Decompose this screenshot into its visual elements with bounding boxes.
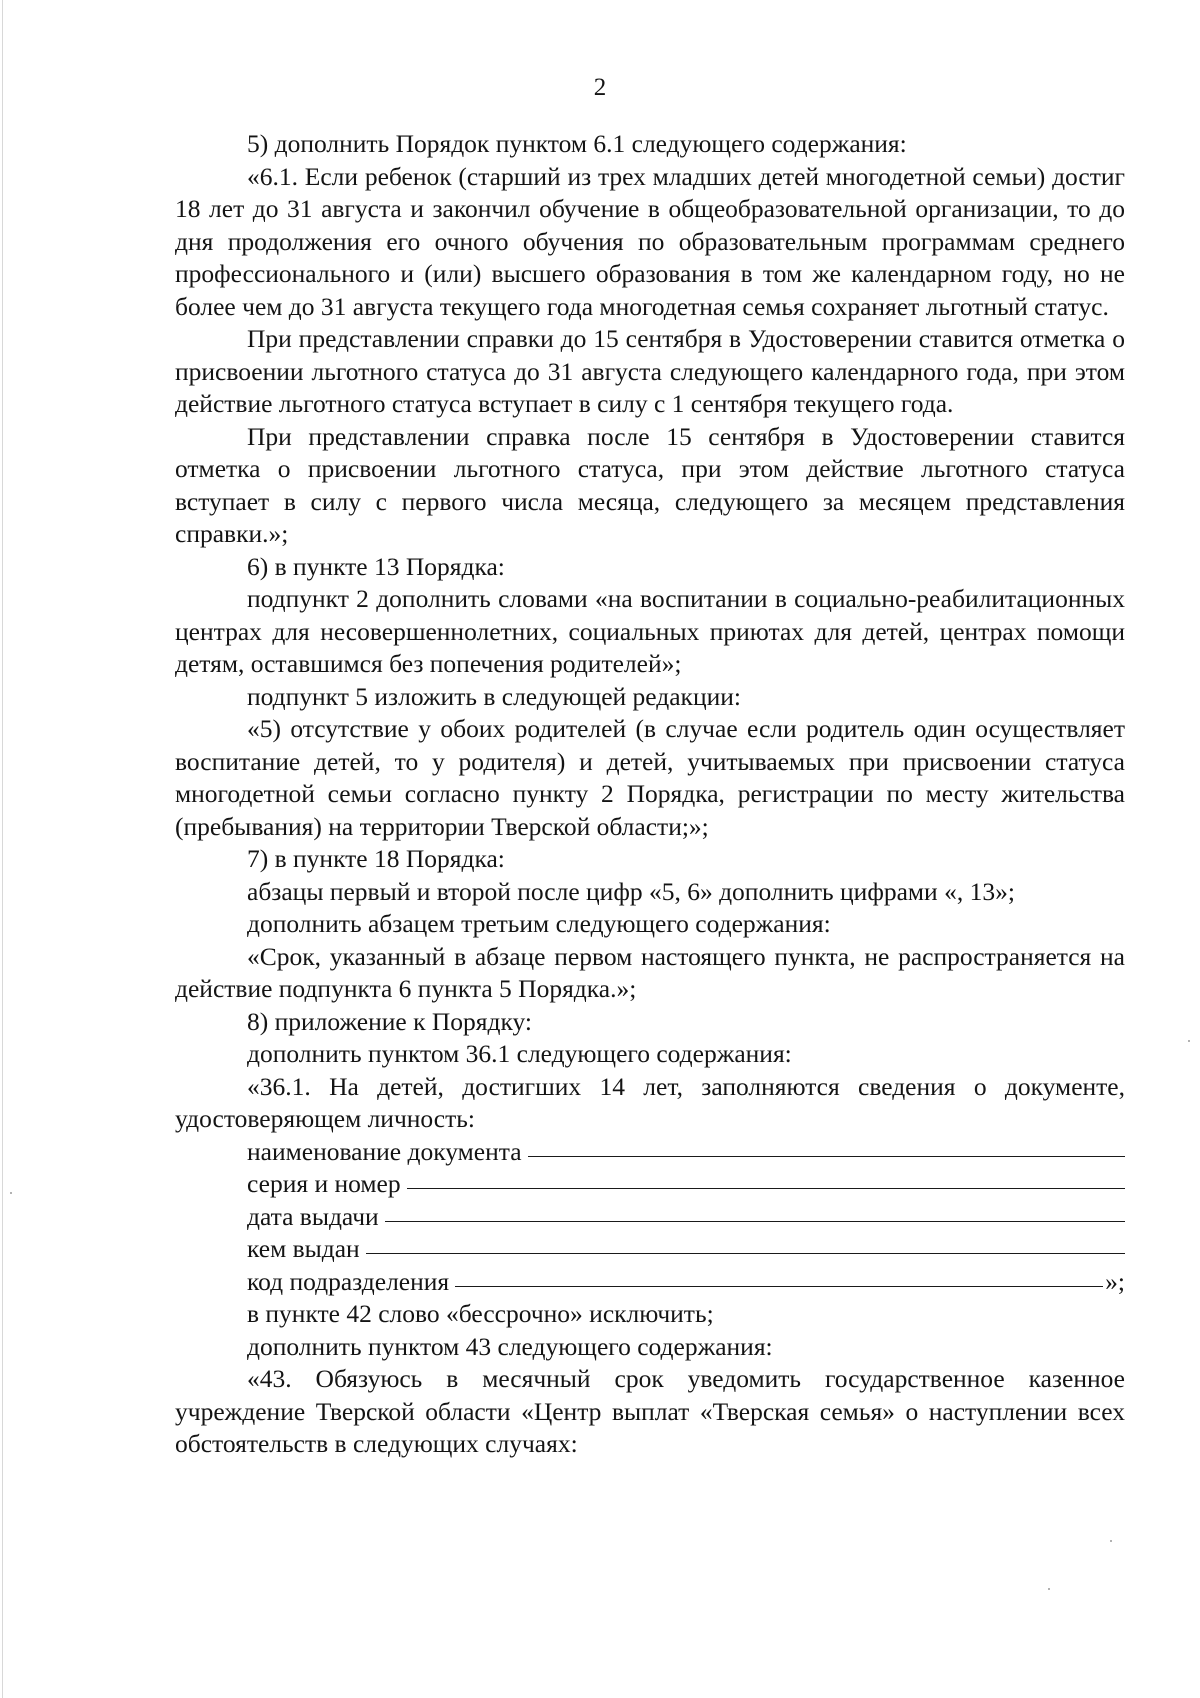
paragraph-paragraphs-1-2: абзацы первый и второй после цифр «5, 6» дополнить цифрами «, 13»;	[247, 876, 1015, 906]
closing-quote: »;	[1105, 1266, 1125, 1296]
blank-line	[455, 1286, 1103, 1287]
paragraph-item-6: 6) в пункте 13 Порядка:	[247, 551, 505, 581]
paragraph-subitem-5-intro: подпункт 5 изложить в следующей редакции:	[247, 681, 741, 711]
paragraph-item-42: в пункте 42 слово «бессрочно» исключить;	[247, 1299, 714, 1328]
paragraph-add-43: дополнить пунктом 43 следующего содержания:	[247, 1331, 773, 1361]
scan-speck	[1110, 1540, 1112, 1542]
paragraph-item-5: 5) дополнить Порядок пунктом 6.1 следующего содержания:	[247, 129, 907, 158]
form-field-label: серия и номер	[247, 1169, 401, 1198]
paragraph-item-8: 8) приложение к Порядку:	[247, 1006, 532, 1036]
paragraph-certificate-after-sept15: При представлении справка после 15 сентября в Удостоверении ставится отметка о присвоении льготного статуса, при этом действие льготного статуса вступает в силу с первого числа месяца, следующего за месяцем представления справки.»;	[175, 421, 1125, 548]
form-field-division-code	[175, 1266, 1125, 1299]
form-field-series-number	[175, 1168, 1125, 1201]
document-body	[175, 128, 1125, 1461]
paragraph-add-36-1: дополнить пунктом 36.1 следующего содержания:	[247, 1039, 792, 1068]
paragraph-item-7: 7) в пункте 18 Порядка:	[247, 844, 505, 873]
scan-speck	[1188, 1040, 1190, 1042]
scan-edge	[2, 0, 3, 1698]
paragraph-subitem-2: подпункт 2 дополнить словами «на воспитании в социально-реабилитационных центрах для несовершеннолетних, социальных приютах для детей, центрах помощи детям, оставшимся без попечения родителей»;	[175, 584, 1125, 678]
form-field-label: дата выдачи	[247, 1201, 379, 1231]
form-field-label: наименование документа	[247, 1136, 522, 1166]
blank-line	[528, 1156, 1125, 1157]
paragraph-certificate-before-sept15: При представлении справки до 15 сентября в Удостоверении ставится отметка о присвоении льготного статуса до 31 августа следующего календарного года, при этом действие льготного статуса вступает в силу с 1 сентября текущего года.	[175, 324, 1125, 418]
paragraph-add-third: дополнить абзацем третьим следующего содержания:	[247, 909, 831, 938]
scan-speck	[10, 1192, 12, 1194]
form-field-label: кем выдан	[247, 1234, 360, 1263]
blank-line	[407, 1188, 1125, 1189]
paragraph-clause-43: «43. Обязуюсь в месячный срок уведомить государственное казенное учреждение Тверской области «Центр выплат «Тверская семья» о наступлении всех обстоятельств в следующих случаях:	[175, 1364, 1125, 1458]
paragraph-subitem-5-text: «5) отсутствие у обоих родителей (в случае если родитель один осуществляет воспитание детей, то у родителя) и детей, учитываемых при присвоении статуса многодетной семьи согласно пункту 2 Порядка, регистрации по месту жительства (пребывания) на территории Тверской области;»;	[175, 714, 1125, 841]
blank-line	[385, 1221, 1125, 1222]
form-field-issue-date	[175, 1201, 1125, 1234]
paragraph-clause-36-1: «36.1. На детей, достигших 14 лет, заполняются сведения о документе, удостоверяющем личность:	[175, 1071, 1125, 1133]
form-field-label: код подразделения	[247, 1266, 450, 1296]
scan-speck	[1048, 1588, 1050, 1590]
paragraph-term-note: «Срок, указанный в абзаце первом настоящего пункта, не распространяется на действие подпункта 6 пункта 5 Порядка.»;	[175, 941, 1125, 1003]
paragraph-clause-6-1: «6.1. Если ребенок (старший из трех младших детей многодетной семьи) достиг 18 лет до 31 августа и закончил обучение в общеобразовательной организации, то до дня продолжения его очного обучения по образовательным программам среднего профессионального и (или) высшего образования в том же календарном году, но не более чем до 31 августа текущего года многодетная семья сохраняет льготный статус.	[175, 161, 1125, 321]
form-field-issued-by	[175, 1233, 1125, 1266]
page-number: 2	[593, 74, 607, 101]
form-field-doc-name	[175, 1136, 1125, 1169]
blank-line	[366, 1253, 1125, 1254]
